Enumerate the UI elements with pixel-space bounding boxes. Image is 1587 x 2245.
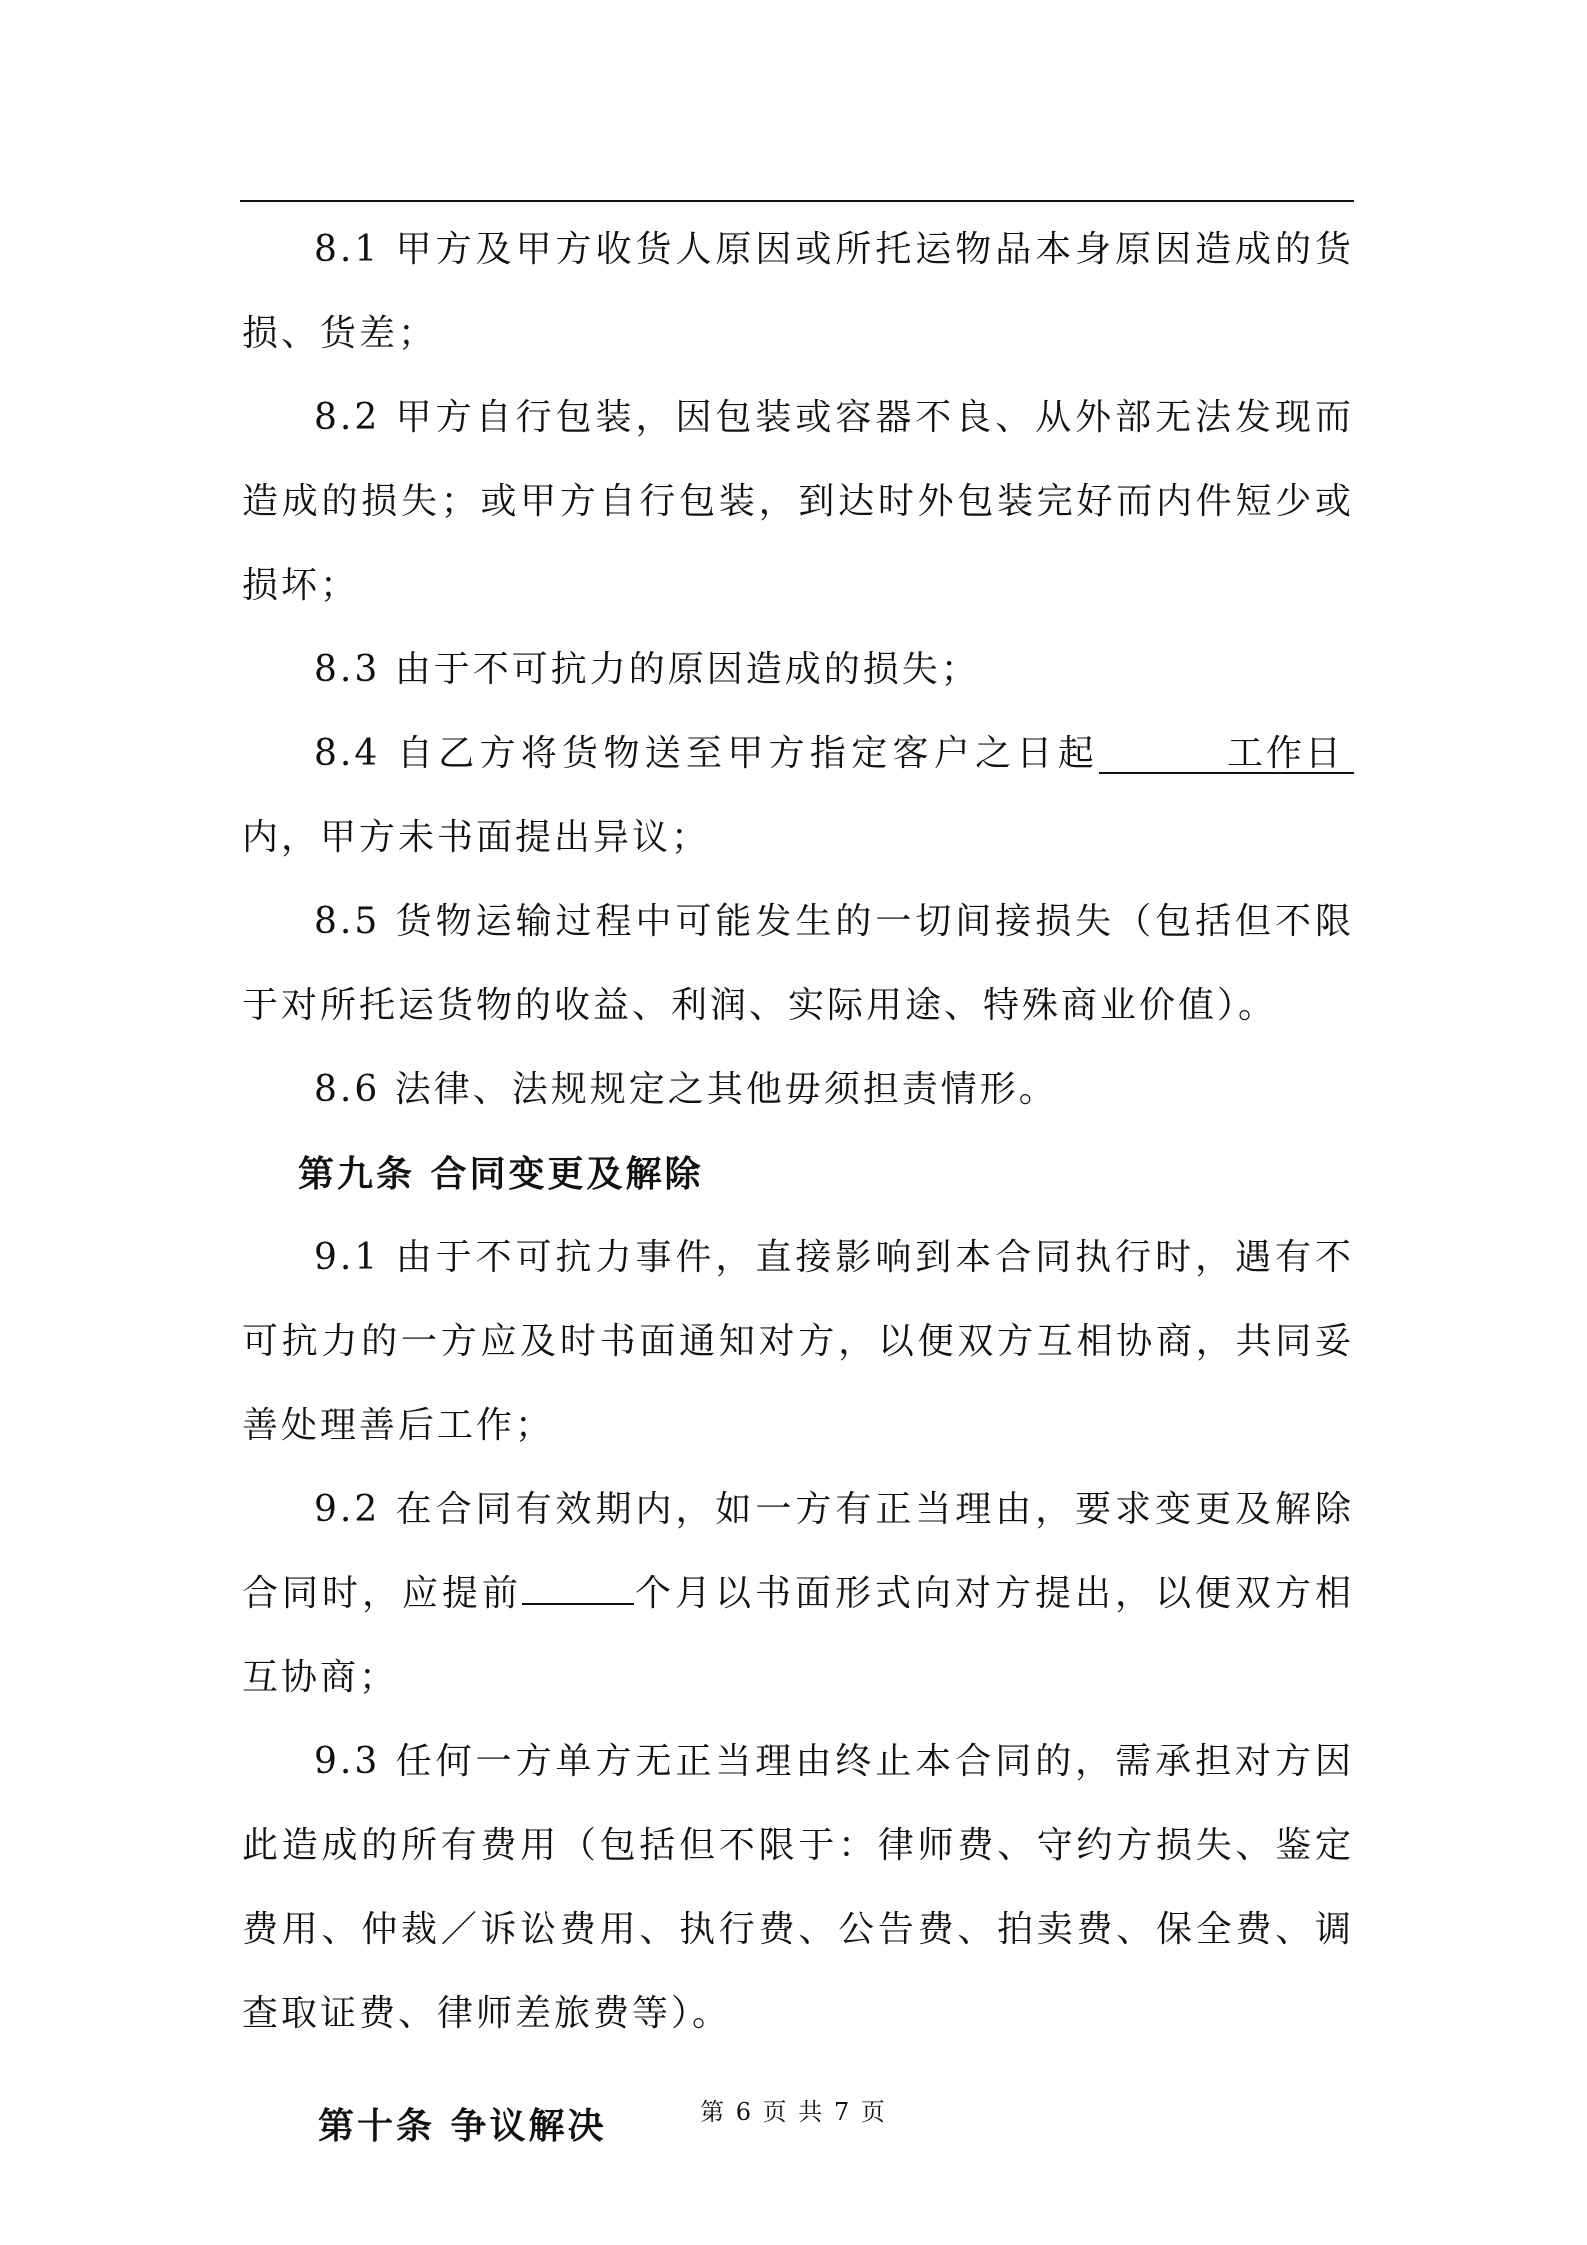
header-rule: [240, 200, 1354, 202]
clause-8-4: [242, 712, 1354, 880]
clause-8-1: 8.1 甲方及甲方收货人原因或所托运物品本身原因造成的货损、货差；: [242, 229, 1354, 354]
blank-working-days: 工作日: [1099, 736, 1354, 774]
heading-article-10: 第十条 争议解决: [318, 2105, 607, 2147]
clause-8-6: 8.6 法律、法规规定之其他毋须担责情形。: [314, 1069, 1058, 1110]
clause-9-2-tail: 个月以书面形式向对方提出，以便双方相互协商；: [242, 1573, 1354, 1698]
clause-8-3: 8.3 由于不可抗力的原因造成的损失；: [314, 649, 980, 690]
heading-article-9: 第九条 合同变更及解除: [298, 1153, 704, 1195]
clause-9-2-lead: 9.2 在合同有效期内，如一方有正当理由，要求变更及解除合同时，应提前: [242, 1489, 1354, 1614]
clause-8-5: 8.5 货物运输过程中可能发生的一切间接损失（包括但不限于对所托运货物的收益、利润、实际用途、特殊商业价值）。: [242, 901, 1354, 1026]
page-footer: 第 6 页 共 7 页: [700, 2098, 887, 2126]
clause-9-1: 9.1 由于不可抗力事件，直接影响到本合同执行时，遇有不可抗力的一方应及时书面通知对方，以便双方互相协商，共同妥善处理善后工作；: [242, 1237, 1354, 1446]
blank-months: [522, 1603, 634, 1605]
page-body: [242, 208, 1354, 2168]
clause-8-4-lead: 8.4 自乙方将货物送至甲方指定客户之日起: [314, 733, 1099, 774]
clause-9-3: 9.3 任何一方单方无正当理由终止本合同的，需承担对方因此造成的所有费用（包括但不限于：律师费、守约方损失、鉴定费用、仲裁／诉讼费用、执行费、公告费、拍卖费、保全费、调查取证费、律师差旅费等）。: [242, 1741, 1354, 2034]
clause-9-2: [242, 1468, 1354, 1720]
clause-8-4-tail: 内，甲方未书面提出异议；: [242, 817, 711, 858]
clause-8-2: 8.2 甲方自行包装，因包装或容器不良、从外部无法发现而造成的损失；或甲方自行包装，到达时外包装完好而内件短少或损坏；: [242, 397, 1354, 606]
